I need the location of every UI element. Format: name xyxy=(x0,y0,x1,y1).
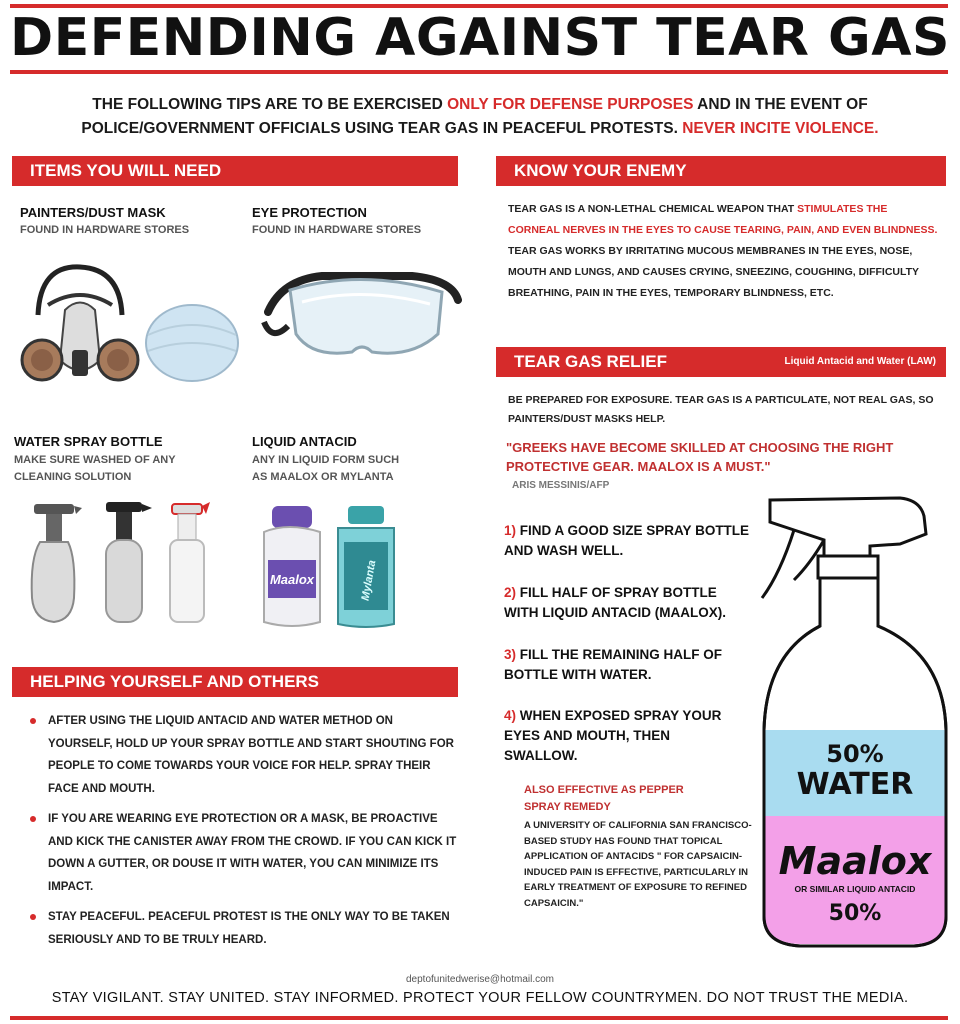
step-text: FILL HALF OF SPRAY BOTTLE WITH LIQUID ANTACID (MAALOX). xyxy=(504,585,726,620)
bullet-dot-icon xyxy=(30,914,36,920)
relief-step xyxy=(504,706,734,766)
enemy-text-b: TEAR GAS WORKS BY IRRITATING MUCOUS MEMBRANES IN THE EYES, NOSE, MOUTH AND LUNGS, AND CAUSES CRYING, SNEEZING, COUGHING, DIFFICULTY BREATHING, PAIN IN THE EYES, TEMPORARY BLINDNESS, ETC. xyxy=(508,245,919,299)
items-heading xyxy=(12,156,458,186)
antacid-bottles-image xyxy=(258,502,398,632)
step-text: FIND A GOOD SIZE SPRAY BOTTLE AND WASH WELL. xyxy=(504,523,750,558)
relief-heading xyxy=(496,347,946,377)
page-title: DEFENDING AGAINST TEAR GAS xyxy=(10,8,950,68)
enemy-text xyxy=(508,199,938,304)
spray-bottles-image xyxy=(20,498,220,628)
intro-text xyxy=(20,93,940,141)
relief-step xyxy=(504,645,754,685)
enemy-text-red: STIMULATES THE CORNEAL NERVES IN THE EYES TO CAUSE TEARING, PAIN, AND EVEN BLINDNESS. xyxy=(508,203,938,236)
step-text: FILL THE REMAINING HALF OF BOTTLE WITH WATER. xyxy=(504,647,723,682)
maalox-bottle-sublabel: OR SIMILAR LIQUID ANTACID xyxy=(794,884,916,894)
relief-heading-label: TEAR GAS RELIEF xyxy=(514,352,668,371)
maalox-bottle-label: Maalox xyxy=(778,839,932,883)
intro-line1-a: THE FOLLOWING TIPS ARE TO BE EXERCISED xyxy=(92,96,448,113)
goggles-image xyxy=(262,262,462,372)
intro-line1-red: ONLY FOR DEFENSE PURPOSES xyxy=(447,96,694,113)
helping-heading xyxy=(12,667,458,697)
helping-bullet xyxy=(28,906,458,951)
intro-line2-a: POLICE/GOVERNMENT OFFICIALS USING TEAR GAS IN PEACEFUL PROTESTS. xyxy=(81,120,683,137)
relief-intro: BE PREPARED FOR EXPOSURE. TEAR GAS IS A PARTICULATE, NOT REAL GAS, SO PAINTERS/DUST MASKS HELP. xyxy=(508,394,934,425)
intro-line2-red: NEVER INCITE VIOLENCE. xyxy=(682,120,879,137)
step-number: 2) xyxy=(504,585,517,600)
enemy-heading xyxy=(496,156,946,186)
step-number: 3) xyxy=(504,647,517,662)
water-percent-label: 50% xyxy=(826,740,884,768)
mylanta-product-label: Mylanta xyxy=(359,559,379,602)
item-subtitle-mask: FOUND IN HARDWARE STORES xyxy=(20,224,190,236)
relief-quote: "GREEKS HAVE BECOME SKILLED AT CHOOSING THE RIGHT PROTECTIVE GEAR. MAALOX IS A MUST." xyxy=(506,440,894,474)
water-label: WATER xyxy=(796,767,914,802)
footer-slogan: STAY VIGILANT. STAY UNITED. STAY INFORMED. PROTECT YOUR FELLOW COUNTRYMEN. DO NOT TRUST THE MEDIA. xyxy=(51,990,909,1006)
step-number: 4) xyxy=(504,708,517,723)
item-subtitle-spray-bottle: MAKE SURE WASHED OF ANY CLEANING SOLUTION xyxy=(14,454,176,483)
item-title-eye-protection: EYE PROTECTION xyxy=(252,205,367,220)
step-number: 1) xyxy=(504,523,517,538)
maalox-product-label: Maalox xyxy=(269,572,315,587)
helping-bullet-text: IF YOU ARE WEARING EYE PROTECTION OR A MASK, BE PROACTIVE AND KICK THE CANISTER AWAY FROM THE CROWD. IF YOU CAN KICK IT DOWN A GUTTER, OR DOUSE IT WITH WATER, YOU CAN MINIMIZE ITS IMPACT. xyxy=(48,813,457,893)
relief-subheading: Liquid Antacid and Water (LAW) xyxy=(784,356,936,367)
helping-heading-label: HELPING YOURSELF AND OTHERS xyxy=(30,672,320,691)
item-title-spray-bottle: WATER SPRAY BOTTLE xyxy=(14,434,163,449)
helping-bullets xyxy=(28,710,458,959)
step-text: WHEN EXPOSED SPRAY YOUR EYES AND MOUTH, THEN SWALLOW. xyxy=(504,708,722,763)
item-title-mask: PAINTERS/DUST MASK xyxy=(20,205,166,220)
helping-bullet-text: STAY PEACEFUL. PEACEFUL PROTEST IS THE ONLY WAY TO BE TAKEN SERIOUSLY AND TO BE TRULY HEARD. xyxy=(48,911,450,946)
helping-bullet xyxy=(28,710,458,800)
relief-step xyxy=(504,583,754,623)
footer-email: deptofunitedwerise@hotmail.com xyxy=(405,974,554,985)
item-subtitle-eye-protection: FOUND IN HARDWARE STORES xyxy=(252,224,422,236)
bullet-dot-icon xyxy=(30,718,36,724)
item-subtitle-liquid-antacid: ANY IN LIQUID FORM SUCH AS MAALOX OR MYLANTA xyxy=(252,454,400,483)
item-title-liquid-antacid: LIQUID ANTACID xyxy=(252,434,357,449)
helping-bullet-text: AFTER USING THE LIQUID ANTACID AND WATER METHOD ON YOURSELF, HOLD UP YOUR SPRAY BOTTLE AND START SHOUTING FOR PEOPLE TO COME TOWARDS YOUR VOICE FOR HELP. SPRAY THEIR FACE AND MOUTH. xyxy=(48,715,454,795)
intro-line1-b: AND IN THE EVENT OF xyxy=(693,96,868,113)
enemy-text-a: TEAR GAS IS A NON-LETHAL CHEMICAL WEAPON THAT xyxy=(508,203,798,215)
maalox-percent-label: 50% xyxy=(828,901,882,926)
title-rule xyxy=(10,70,948,74)
respirator-mask-image xyxy=(20,255,240,395)
relief-step xyxy=(504,521,754,561)
bullet-dot-icon xyxy=(30,816,36,822)
enemy-heading-label: KNOW YOUR ENEMY xyxy=(514,161,687,180)
helping-bullet xyxy=(28,808,458,898)
also-effective-text: A UNIVERSITY OF CALIFORNIA SAN FRANCISCO-BASED STUDY HAS FOUND THAT TOPICAL APPLICATION OF ANTACIDS " FOR CAPSAICIN-INDUCED PAIN IS EFFECTIVE, PARTICULARLY IN EARLY TREATMENT OF EXPOSURE TO REFINED CAPSAICIN." xyxy=(524,820,752,909)
also-effective-heading: ALSO EFFECTIVE AS PEPPER SPRAY REMEDY xyxy=(524,784,684,813)
relief-quote-source: ARIS MESSINIS/AFP xyxy=(512,480,610,491)
items-heading-label: ITEMS YOU WILL NEED xyxy=(30,161,222,180)
law-spray-bottle-image xyxy=(750,494,956,964)
bottom-rule xyxy=(10,1016,948,1020)
